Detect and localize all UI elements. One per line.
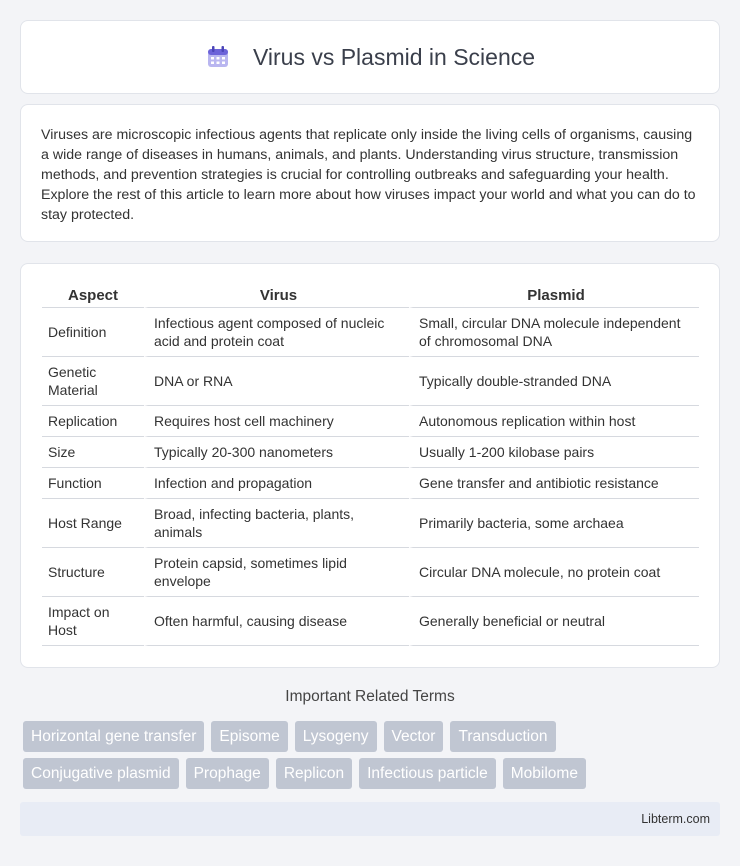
intro-paragraph: Viruses are microscopic infectious agents that replicate only inside the living cells of organisms, causing a wide range of diseases in humans, animals, and plants. Understanding virus structure, transmission methods, and prevention strategies is crucial for controlling outbreaks and safeguarding your health. Explore the rest of this article to learn more about how viruses impact your world and what you can do to stay protected. — [41, 127, 696, 223]
cell-virus: Infection and propagation — [144, 468, 409, 499]
cell-plasmid: Autonomous replication within host — [409, 406, 699, 437]
table-row — [42, 548, 699, 597]
header-virus: Virus — [144, 284, 409, 308]
intro-card — [20, 104, 720, 242]
comparison-card — [20, 263, 720, 668]
cell-aspect: Replication — [42, 406, 144, 437]
cell-aspect: Definition — [42, 308, 144, 357]
tag-row — [23, 721, 723, 752]
table-row — [42, 308, 699, 357]
tag-lysogeny[interactable]: Lysogeny — [295, 721, 377, 752]
table-row — [42, 357, 699, 406]
table-row — [42, 437, 699, 468]
cell-virus: Requires host cell machinery — [144, 406, 409, 437]
cell-aspect: Impact on Host — [42, 597, 144, 646]
title-card — [20, 20, 720, 94]
cell-plasmid: Gene transfer and antibiotic resistance — [409, 468, 699, 499]
comparison-table — [42, 284, 699, 646]
tag-mobilome[interactable]: Mobilome — [503, 758, 586, 789]
footer — [20, 802, 720, 836]
tag-replicon[interactable]: Replicon — [276, 758, 352, 789]
calendar-icon — [205, 44, 231, 70]
cell-plasmid: Small, circular DNA molecule independent of chromosomal DNA — [409, 308, 699, 357]
related-terms-title: Important Related Terms — [285, 688, 455, 705]
cell-plasmid: Typically double-stranded DNA — [409, 357, 699, 406]
header-aspect: Aspect — [42, 284, 144, 308]
cell-virus: Broad, infecting bacteria, plants, animals — [144, 499, 409, 548]
table-row — [42, 406, 699, 437]
cell-virus: Often harmful, causing disease — [144, 597, 409, 646]
cell-aspect: Genetic Material — [42, 357, 144, 406]
tag-vector[interactable]: Vector — [384, 721, 444, 752]
cell-aspect: Function — [42, 468, 144, 499]
page-title: Virus vs Plasmid in Science — [252, 43, 536, 70]
table-header-row — [42, 284, 699, 308]
footer-site-link[interactable]: Libterm.com — [641, 812, 710, 826]
tag-conjugative-plasmid[interactable]: Conjugative plasmid — [23, 758, 179, 789]
cell-aspect: Structure — [42, 548, 144, 597]
header-plasmid: Plasmid — [409, 284, 699, 308]
cell-aspect: Host Range — [42, 499, 144, 548]
table-row — [42, 468, 699, 499]
tag-prophage[interactable]: Prophage — [186, 758, 269, 789]
cell-virus: Infectious agent composed of nucleic acid and protein coat — [144, 308, 409, 357]
cell-plasmid: Circular DNA molecule, no protein coat — [409, 548, 699, 597]
cell-virus: Protein capsid, sometimes lipid envelope — [144, 548, 409, 597]
cell-plasmid: Primarily bacteria, some archaea — [409, 499, 699, 548]
tag-horizontal-gene-transfer[interactable]: Horizontal gene transfer — [23, 721, 204, 752]
cell-virus: Typically 20-300 nanometers — [144, 437, 409, 468]
cell-aspect: Size — [42, 437, 144, 468]
cell-virus: DNA or RNA — [144, 357, 409, 406]
cell-plasmid: Generally beneficial or neutral — [409, 597, 699, 646]
table-row — [42, 499, 699, 548]
tag-transduction[interactable]: Transduction — [450, 721, 555, 752]
tag-row — [23, 758, 723, 789]
table-row — [42, 597, 699, 646]
related-terms-tags — [23, 721, 723, 795]
tag-infectious-particle[interactable]: Infectious particle — [359, 758, 496, 789]
cell-plasmid: Usually 1-200 kilobase pairs — [409, 437, 699, 468]
tag-episome[interactable]: Episome — [211, 721, 287, 752]
